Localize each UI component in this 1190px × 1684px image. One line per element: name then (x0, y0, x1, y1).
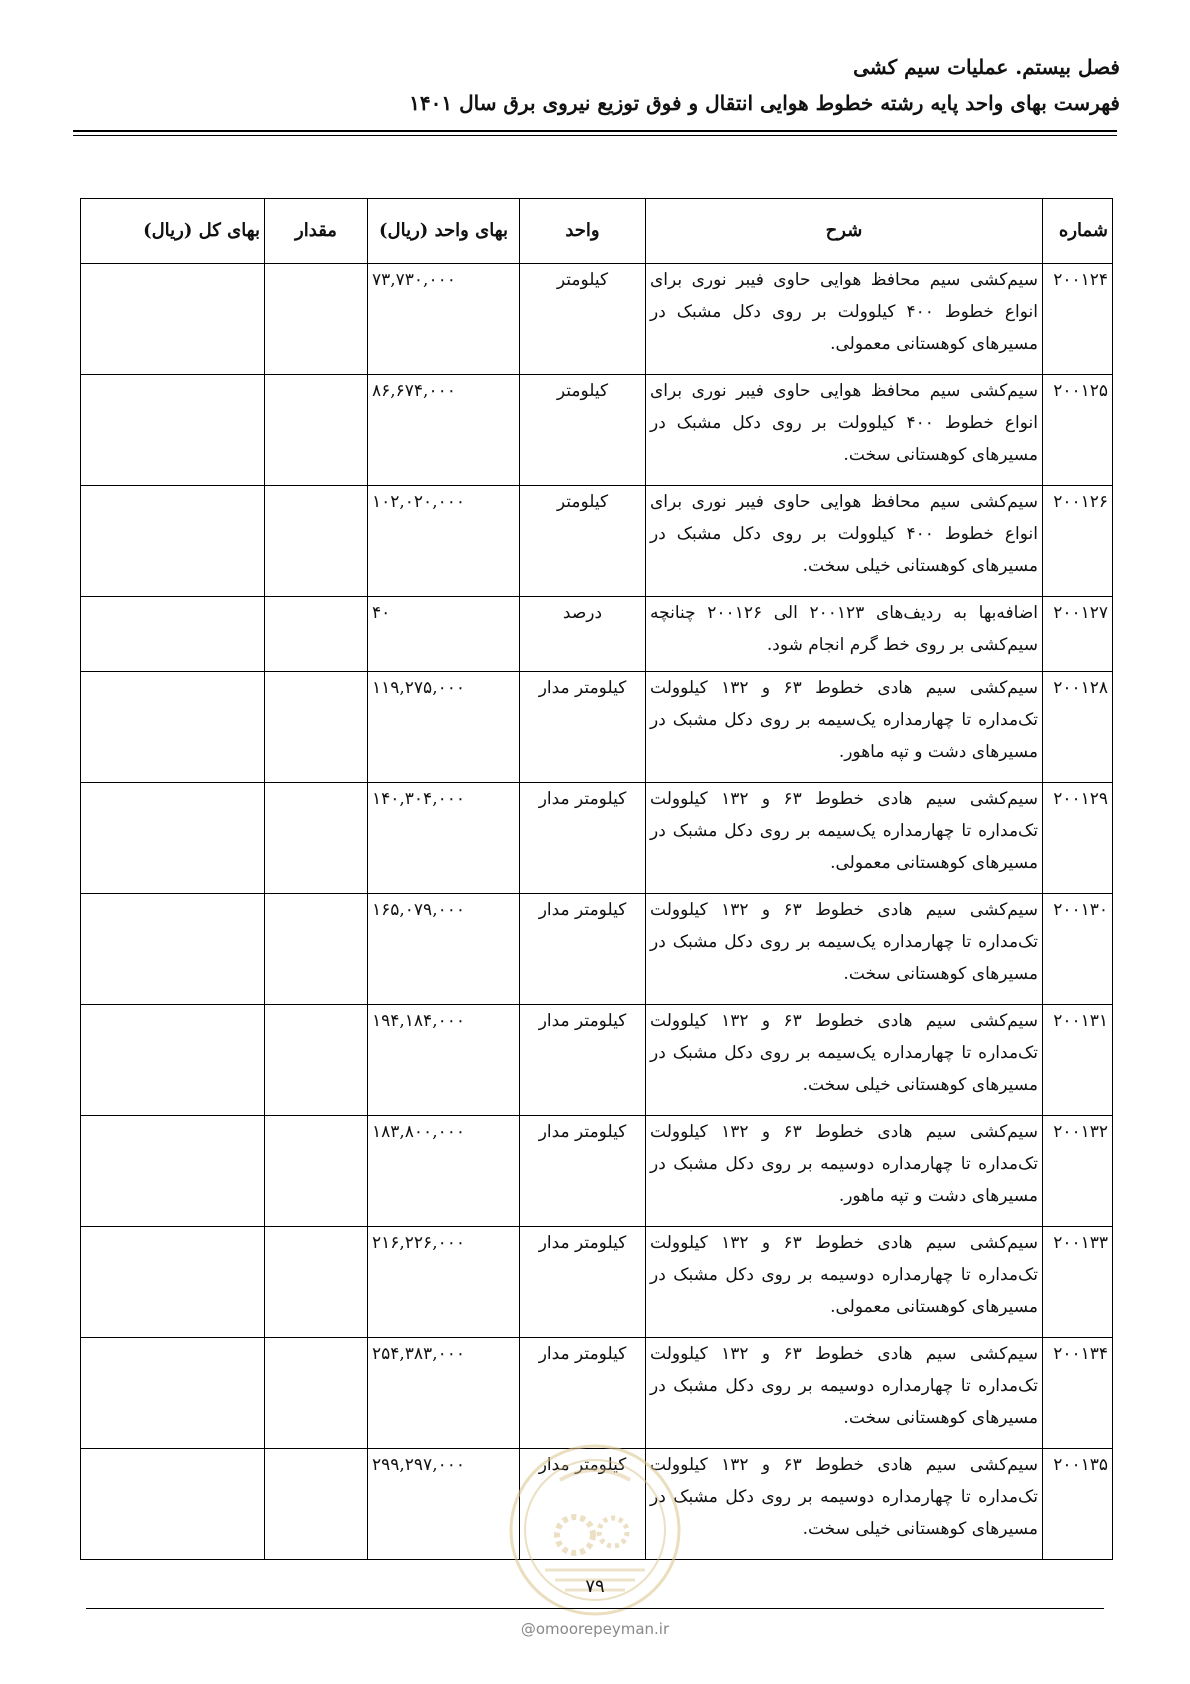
row-unit-price: ۱۴۰,۳۰۴,۰۰۰ (368, 783, 520, 894)
table-row (81, 1338, 1113, 1449)
row-description: سیم‌کشی سیم محافظ هوایی حاوی فیبر نوری برای انواع خطوط ۴۰۰ کیلوولت بر روی دکل مشبک در مسیرهای کوهستانی خیلی سخت. (646, 486, 1043, 597)
row-total-price (81, 375, 265, 486)
row-quantity (265, 1449, 368, 1560)
row-quantity (265, 1227, 368, 1338)
row-number: ۲۰۰۱۲۹ (1043, 783, 1113, 894)
row-unit: کیلومتر (520, 264, 646, 375)
header-unit-price: بهای واحد (ریال) (368, 199, 520, 264)
header-total-price: بهای کل (ریال) (81, 199, 265, 264)
table-row (81, 1116, 1113, 1227)
row-quantity (265, 1005, 368, 1116)
row-description: سیم‌کشی سیم هادی خطوط ۶۳ و ۱۳۲ کیلوولت تک‌مداره تا چهارمداره دوسیمه بر روی دکل مشبک در مسیرهای دشت و تپه ماهور. (646, 1116, 1043, 1227)
row-number: ۲۰۰۱۲۷ (1043, 597, 1113, 672)
table-row (81, 375, 1113, 486)
row-unit-price: ۱۸۳,۸۰۰,۰۰۰ (368, 1116, 520, 1227)
table-row (81, 597, 1113, 672)
header-number: شماره (1043, 199, 1113, 264)
row-unit: کیلومتر (520, 486, 646, 597)
row-quantity (265, 1338, 368, 1449)
row-total-price (81, 672, 265, 783)
row-total-price (81, 264, 265, 375)
price-list-table (80, 198, 1113, 1560)
row-total-price (81, 486, 265, 597)
row-number: ۲۰۰۱۲۸ (1043, 672, 1113, 783)
row-description: اضافه‌بها به ردیف‌های ۲۰۰۱۲۳ الی ۲۰۰۱۲۶ چنانچه سیم‌کشی بر روی خط گرم انجام شود. (646, 597, 1043, 672)
row-unit: کیلومتر مدار (520, 1227, 646, 1338)
row-total-price (81, 1227, 265, 1338)
table-row (81, 486, 1113, 597)
row-quantity (265, 894, 368, 1005)
row-unit-price: ۷۳,۷۳۰,۰۰۰ (368, 264, 520, 375)
row-quantity (265, 672, 368, 783)
row-unit: کیلومتر (520, 375, 646, 486)
row-unit-price: ۱۶۵,۰۷۹,۰۰۰ (368, 894, 520, 1005)
page-header (70, 52, 1120, 118)
row-number: ۲۰۰۱۲۴ (1043, 264, 1113, 375)
table-row (81, 783, 1113, 894)
row-description: سیم‌کشی سیم هادی خطوط ۶۳ و ۱۳۲ کیلوولت تک‌مداره تا چهارمداره یک‌سیمه بر روی دکل مشبک در مسیرهای کوهستانی سخت. (646, 894, 1043, 1005)
row-description: سیم‌کشی سیم هادی خطوط ۶۳ و ۱۳۲ کیلوولت تک‌مداره تا چهارمداره یک‌سیمه بر روی دکل مشبک در مسیرهای کوهستانی معمولی. (646, 783, 1043, 894)
row-unit-price: ۲۹۹,۲۹۷,۰۰۰ (368, 1449, 520, 1560)
row-total-price (81, 597, 265, 672)
footer-rule (86, 1608, 1104, 1609)
table-row (81, 264, 1113, 375)
row-total-price (81, 783, 265, 894)
row-number: ۲۰۰۱۳۳ (1043, 1227, 1113, 1338)
row-description: سیم‌کشی سیم هادی خطوط ۶۳ و ۱۳۲ کیلوولت تک‌مداره تا چهارمداره دوسیمه بر روی دکل مشبک در مسیرهای کوهستانی سخت. (646, 1338, 1043, 1449)
row-unit-price: ۱۹۴,۱۸۴,۰۰۰ (368, 1005, 520, 1116)
row-description: سیم‌کشی سیم هادی خطوط ۶۳ و ۱۳۲ کیلوولت تک‌مداره تا چهارمداره دوسیمه بر روی دکل مشبک در مسیرهای کوهستانی معمولی. (646, 1227, 1043, 1338)
row-total-price (81, 1005, 265, 1116)
row-description: سیم‌کشی سیم محافظ هوایی حاوی فیبر نوری برای انواع خطوط ۴۰۰ کیلوولت بر روی دکل مشبک در مسیرهای کوهستانی معمولی. (646, 264, 1043, 375)
row-number: ۲۰۰۱۲۵ (1043, 375, 1113, 486)
row-number: ۲۰۰۱۳۲ (1043, 1116, 1113, 1227)
row-unit: درصد (520, 597, 646, 672)
row-unit-price: ۲۱۶,۲۲۶,۰۰۰ (368, 1227, 520, 1338)
table-row (81, 894, 1113, 1005)
row-unit-price: ۲۵۴,۳۸۳,۰۰۰ (368, 1338, 520, 1449)
row-description: سیم‌کشی سیم هادی خطوط ۶۳ و ۱۳۲ کیلوولت تک‌مداره تا چهارمداره یک‌سیمه بر روی دکل مشبک در مسیرهای کوهستانی خیلی سخت. (646, 1005, 1043, 1116)
row-total-price (81, 1449, 265, 1560)
page-number: ۷۹ (585, 1576, 605, 1597)
table-header-row (81, 199, 1113, 264)
table-row (81, 672, 1113, 783)
row-quantity (265, 375, 368, 486)
row-unit-price: ۴۰ (368, 597, 520, 672)
row-quantity (265, 1116, 368, 1227)
row-quantity (265, 486, 368, 597)
row-description: سیم‌کشی سیم هادی خطوط ۶۳ و ۱۳۲ کیلوولت تک‌مداره تا چهارمداره یک‌سیمه بر روی دکل مشبک در مسیرهای دشت و تپه ماهور. (646, 672, 1043, 783)
row-unit: کیلومتر مدار (520, 1116, 646, 1227)
row-number: ۲۰۰۱۳۰ (1043, 894, 1113, 1005)
row-total-price (81, 894, 265, 1005)
document-title: فهرست بهای واحد پایه رشته خطوط هوایی انتقال و فوق توزیع نیروی برق سال ۱۴۰۱ (409, 91, 1120, 115)
header-quantity: مقدار (265, 199, 368, 264)
row-description: سیم‌کشی سیم محافظ هوایی حاوی فیبر نوری برای انواع خطوط ۴۰۰ کیلوولت بر روی دکل مشبک در مسیرهای کوهستانی سخت. (646, 375, 1043, 486)
row-unit-price: ۱۱۹,۲۷۵,۰۰۰ (368, 672, 520, 783)
row-number: ۲۰۰۱۳۱ (1043, 1005, 1113, 1116)
row-total-price (81, 1116, 265, 1227)
header-unit: واحد (520, 199, 646, 264)
row-unit-price: ۸۶,۶۷۴,۰۰۰ (368, 375, 520, 486)
row-quantity (265, 783, 368, 894)
row-total-price (81, 1338, 265, 1449)
row-unit: کیلومتر مدار (520, 894, 646, 1005)
header-rule-thick (73, 130, 1117, 132)
row-number: ۲۰۰۱۲۶ (1043, 486, 1113, 597)
row-unit: کیلومتر مدار (520, 672, 646, 783)
row-quantity (265, 597, 368, 672)
chapter-title: فصل بیستم. عملیات سیم کشی (853, 55, 1120, 79)
row-unit-price: ۱۰۲,۰۲۰,۰۰۰ (368, 486, 520, 597)
row-description: سیم‌کشی سیم هادی خطوط ۶۳ و ۱۳۲ کیلوولت تک‌مداره تا چهارمداره دوسیمه بر روی دکل مشبک در مسیرهای کوهستانی خیلی سخت. (646, 1449, 1043, 1560)
row-number: ۲۰۰۱۳۴ (1043, 1338, 1113, 1449)
row-unit: کیلومتر مدار (520, 783, 646, 894)
header-description: شرح (646, 199, 1043, 264)
header-rule-thin (73, 135, 1117, 136)
row-number: ۲۰۰۱۳۵ (1043, 1449, 1113, 1560)
table-row (81, 1227, 1113, 1338)
table-row (81, 1005, 1113, 1116)
row-unit: کیلومتر مدار (520, 1449, 646, 1560)
row-unit: کیلومتر مدار (520, 1338, 646, 1449)
row-quantity (265, 264, 368, 375)
row-unit: کیلومتر مدار (520, 1005, 646, 1116)
website-watermark: @omoorepeyman.ir (520, 1620, 670, 1638)
